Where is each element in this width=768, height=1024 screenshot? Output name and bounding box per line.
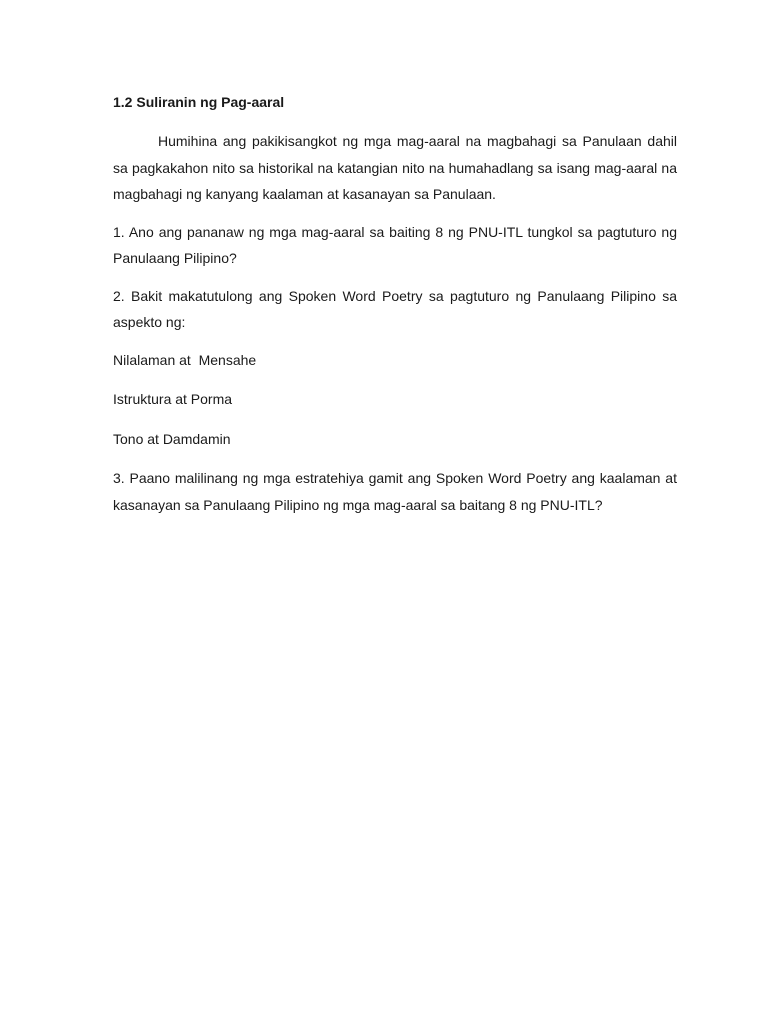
- aspect-item-structure: Istruktura at Porma: [113, 391, 233, 407]
- document-page: [113, 92, 677, 529]
- section-heading: 1.2 Suliranin ng Pag-aaral: [113, 94, 285, 110]
- intro-paragraph: Humihina ang pakikisangkot ng mga mag-aaral na magbahagi sa Panulaan dahil sa pagkakahon nito sa historikal na katangian nito na humahadlang sa isang mag-aaral na magbahagi ng kanyang kaalaman at kasanayan sa Panulaan.: [113, 133, 677, 202]
- question-1: 1. Ano ang pananaw ng mga mag-aaral sa baiting 8 ng PNU-ITL tungkol sa pagtuturo ng Panulaang Pilipino?: [113, 223, 677, 266]
- aspect-item-content: Nilalaman at Mensahe: [113, 351, 257, 368]
- question-2: 2. Bakit makatutulong ang Spoken Word Poetry sa pagtuturo ng Panulaang Pilipino sa aspekto ng:: [113, 287, 677, 330]
- aspect-item-tone: Tono at Damdamin: [113, 430, 231, 447]
- question-3: 3. Paano malilinang ng mga estratehiya gamit ang Spoken Word Poetry ang kaalaman at kasanayan sa Panulaang Pilipino ng mga mag-aaral sa baitang 8 ng PNU-ITL?: [113, 470, 677, 513]
